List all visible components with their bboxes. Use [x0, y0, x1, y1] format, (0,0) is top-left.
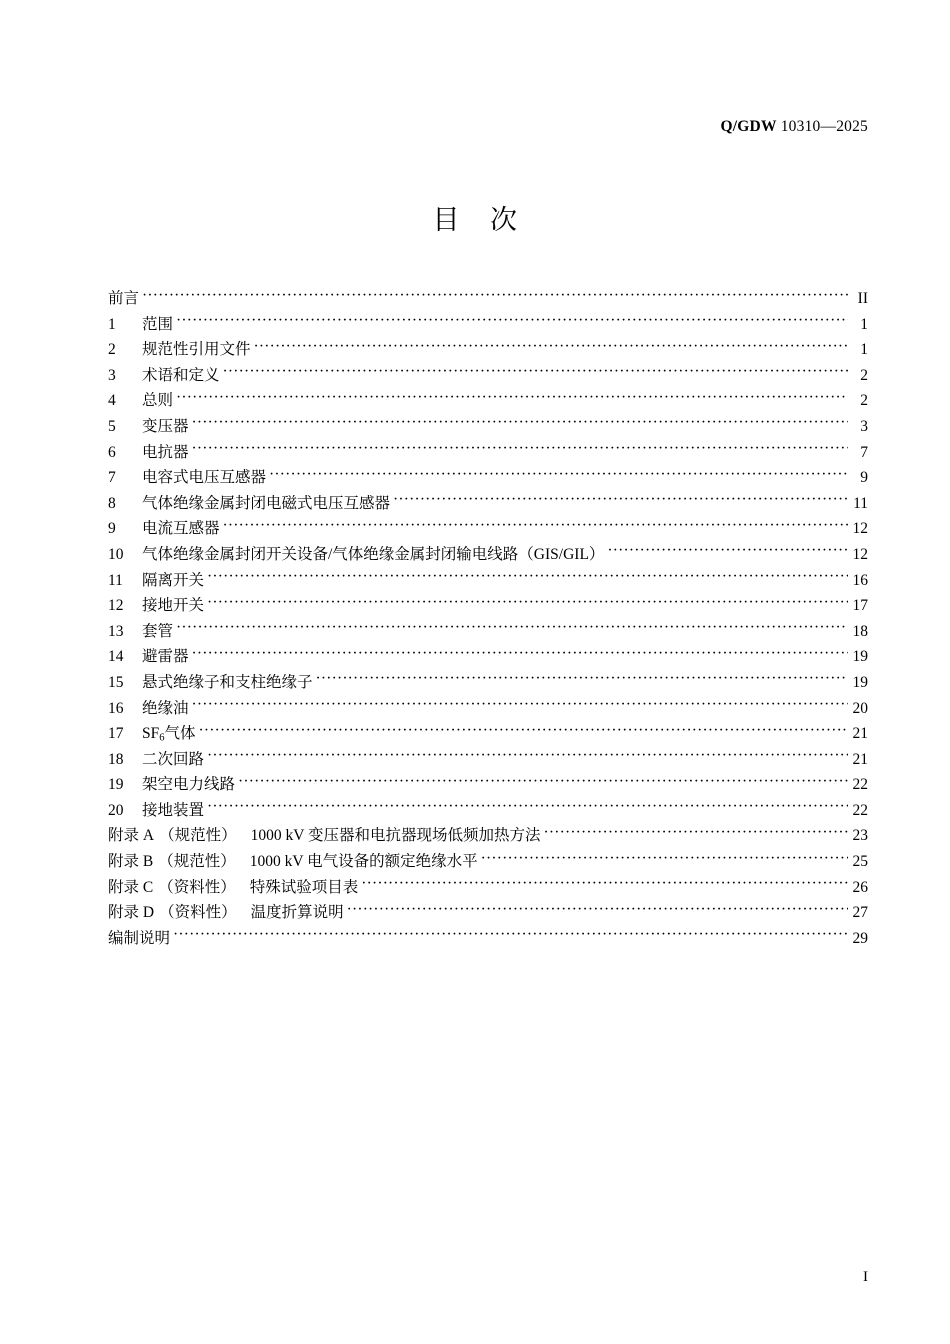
toc-entry-number: 15: [108, 673, 124, 691]
toc-entry-label: 特殊试验项目表: [249, 878, 359, 896]
toc-dot-leader: [269, 467, 848, 483]
toc-entry-page: 22: [852, 776, 868, 794]
toc-entry-number: 18: [108, 750, 124, 768]
toc-dot-leader: [176, 313, 848, 329]
toc-entry[interactable]: [108, 644, 868, 670]
toc-entry-page: 25: [852, 853, 868, 871]
toc-entry-label: 电容式电压互感器: [142, 469, 267, 487]
toc-entry[interactable]: [108, 388, 868, 414]
toc-entry-page: 2: [860, 366, 868, 384]
toc-entry-label: 1000 kV 变压器和电抗器现场低频加热方法: [250, 827, 541, 845]
toc-dot-leader: [142, 288, 848, 304]
toc-dot-leader: [254, 339, 848, 355]
toc-entry[interactable]: [108, 363, 868, 389]
toc-entry[interactable]: [108, 670, 868, 696]
toc-dot-leader: [199, 723, 848, 739]
toc-entry[interactable]: [108, 772, 868, 798]
running-header: [721, 118, 868, 136]
toc-entry-page: 2: [860, 392, 868, 410]
title-char-2: 次: [490, 205, 518, 235]
toc-entry[interactable]: [108, 286, 868, 312]
toc-entry-label: 规范性引用文件: [142, 341, 251, 359]
standard-dash: —: [820, 118, 837, 135]
toc-entry-label: $SF_6$气体: [142, 725, 196, 744]
toc-entry[interactable]: [108, 440, 868, 466]
toc-entry[interactable]: [108, 696, 868, 722]
toc-entry-label: 前言: [108, 290, 140, 307]
toc-entry[interactable]: [108, 798, 868, 824]
toc-entry[interactable]: [108, 516, 868, 542]
toc-entry[interactable]: [108, 849, 868, 875]
standard-number: 10310: [780, 118, 821, 135]
toc-entry-label: 避雷器: [142, 648, 189, 666]
toc-entry-label: 电抗器: [142, 443, 189, 461]
toc-entry-page: 27: [852, 904, 868, 922]
toc-entry-number: 10: [108, 545, 124, 563]
toc-entry-page: 23: [852, 827, 868, 845]
toc-entry-page: 12: [852, 520, 868, 538]
toc-entry-label: 架空电力线路: [142, 776, 236, 794]
toc-entry-page: 9: [860, 469, 868, 487]
toc-dot-leader: [347, 902, 848, 918]
toc-entry-number: 8: [108, 494, 116, 512]
toc-entry-label: 二次回路: [142, 750, 205, 768]
title-char-1: 目: [432, 205, 460, 235]
toc-dot-leader: [223, 364, 848, 380]
toc-dot-leader: [207, 748, 848, 764]
toc-entry-label: 温度折算说明: [250, 904, 344, 922]
toc-dot-leader: [207, 595, 848, 611]
toc-entry-number: 17: [108, 725, 124, 743]
toc-entry[interactable]: [108, 312, 868, 338]
toc-entry-page: 26: [852, 878, 868, 896]
toc-dot-leader: [192, 441, 848, 457]
toc-appendix-name: 附录 A: [108, 827, 155, 845]
toc-entry-label: 悬式绝缘子和支柱绝缘子: [142, 673, 313, 691]
toc-entry-page: 7: [860, 443, 868, 461]
toc-entry[interactable]: [108, 593, 868, 619]
toc-entry-number: 7: [108, 469, 116, 487]
toc-entry[interactable]: [108, 414, 868, 440]
toc-entry[interactable]: [108, 619, 868, 645]
toc-dot-leader: [192, 646, 848, 662]
toc-entry-label: 接地开关: [142, 597, 205, 615]
standard-year: 2025: [836, 118, 868, 135]
toc-entry[interactable]: [108, 491, 868, 517]
toc-entry-number: 3: [108, 366, 116, 384]
toc-entry-label: 术语和定义: [142, 366, 220, 384]
toc-entry-label: 电流互感器: [142, 520, 220, 538]
toc-appendix-name: 附录 D: [108, 904, 155, 922]
toc-appendix-name: 附录 C: [108, 878, 154, 896]
toc-dot-leader: [238, 774, 848, 790]
toc-entry-page: 22: [852, 801, 868, 819]
toc-entry[interactable]: [108, 542, 868, 568]
toc-entry-number: 14: [108, 648, 124, 666]
toc-dot-leader: [481, 851, 848, 867]
toc-entry[interactable]: [108, 337, 868, 363]
toc-entry-number: 6: [108, 443, 116, 461]
toc-entry-page: 20: [852, 699, 868, 717]
toc-entry-number: 12: [108, 597, 124, 615]
toc-dot-leader: [223, 518, 848, 534]
toc-entry-label: 1000 kV 电气设备的额定绝缘水平: [249, 853, 478, 871]
toc-entry[interactable]: [108, 747, 868, 773]
toc-entry-label: 变压器: [142, 417, 189, 435]
toc-entry-page: 1: [860, 315, 868, 333]
toc-entry-label: 编制说明: [108, 929, 171, 947]
toc-dot-leader: [192, 415, 848, 431]
toc-entry-page: 11: [853, 494, 868, 512]
toc-entry-label: 接地装置: [142, 801, 205, 819]
toc-dot-leader: [316, 671, 848, 687]
toc-entry-label: 套管: [142, 622, 174, 640]
toc-entry-label: 隔离开关: [142, 571, 205, 589]
toc-dot-leader: [393, 492, 848, 508]
toc-appendix-classification: （资料性）: [158, 878, 236, 896]
toc-dot-leader: [173, 927, 848, 943]
toc-appendix-classification: （规范性）: [158, 853, 236, 871]
page-title: [0, 198, 950, 237]
toc-dot-leader: [361, 876, 848, 892]
page-folio: I: [863, 1269, 868, 1285]
toc-entry-number: 4: [108, 392, 116, 410]
toc-entry-number: 9: [108, 520, 116, 538]
toc-entry-page: 19: [852, 648, 868, 666]
toc-entry-page: 17: [852, 597, 868, 615]
toc-entry-page: 21: [852, 750, 868, 768]
toc-appendix-classification: （资料性）: [159, 904, 237, 922]
toc-entry-number: 1: [108, 315, 116, 333]
toc-dot-leader: [544, 825, 848, 841]
toc-entry[interactable]: [108, 823, 868, 849]
toc-entry-number: 11: [108, 571, 123, 589]
toc-dot-leader: [176, 390, 848, 406]
toc-dot-leader: [176, 620, 848, 636]
toc-entry-page: 19: [852, 673, 868, 691]
toc-entry-label: 绝缘油: [142, 699, 189, 717]
toc-entry-page: 1: [860, 341, 868, 359]
toc-entry-label: 范围: [142, 315, 174, 333]
toc-entry-number: 19: [108, 776, 124, 794]
toc-entry[interactable]: [108, 900, 868, 926]
toc-entry[interactable]: [108, 926, 868, 952]
toc-dot-leader: [207, 799, 848, 815]
toc-entry-page: 16: [852, 571, 868, 589]
toc-entry-number: 20: [108, 801, 124, 819]
toc-appendix-name: 附录 B: [108, 853, 154, 871]
toc-entry[interactable]: [108, 465, 868, 491]
toc-entry-label: 气体绝缘金属封闭开关设备/气体绝缘金属封闭输电线路（GIS/GIL）: [142, 545, 605, 563]
toc-entry-label: 气体绝缘金属封闭电磁式电压互感器: [142, 494, 391, 512]
toc-entry-page: 21: [852, 725, 868, 743]
toc-entry-number: 13: [108, 622, 124, 640]
toc-entry-number: 2: [108, 341, 116, 359]
toc-entry-number: 16: [108, 699, 124, 717]
toc-dot-leader: [207, 569, 848, 585]
toc-dot-leader: [192, 697, 848, 713]
toc-entry-page: 18: [852, 622, 868, 640]
table-of-contents: [108, 286, 868, 951]
toc-entry-page: 3: [860, 417, 868, 435]
standard-code: Q/GDW: [720, 118, 777, 135]
toc-dot-leader: [607, 543, 848, 559]
toc-entry-page: 12: [852, 545, 868, 563]
toc-entry-number: 5: [108, 417, 116, 435]
toc-entry-page: 29: [852, 929, 868, 947]
toc-appendix-classification: （规范性）: [159, 827, 237, 845]
toc-entry[interactable]: [108, 568, 868, 594]
toc-entry-page: II: [857, 290, 868, 307]
toc-entry[interactable]: [108, 875, 868, 901]
toc-entry-label: 总则: [142, 392, 174, 410]
toc-entry[interactable]: [108, 721, 868, 747]
